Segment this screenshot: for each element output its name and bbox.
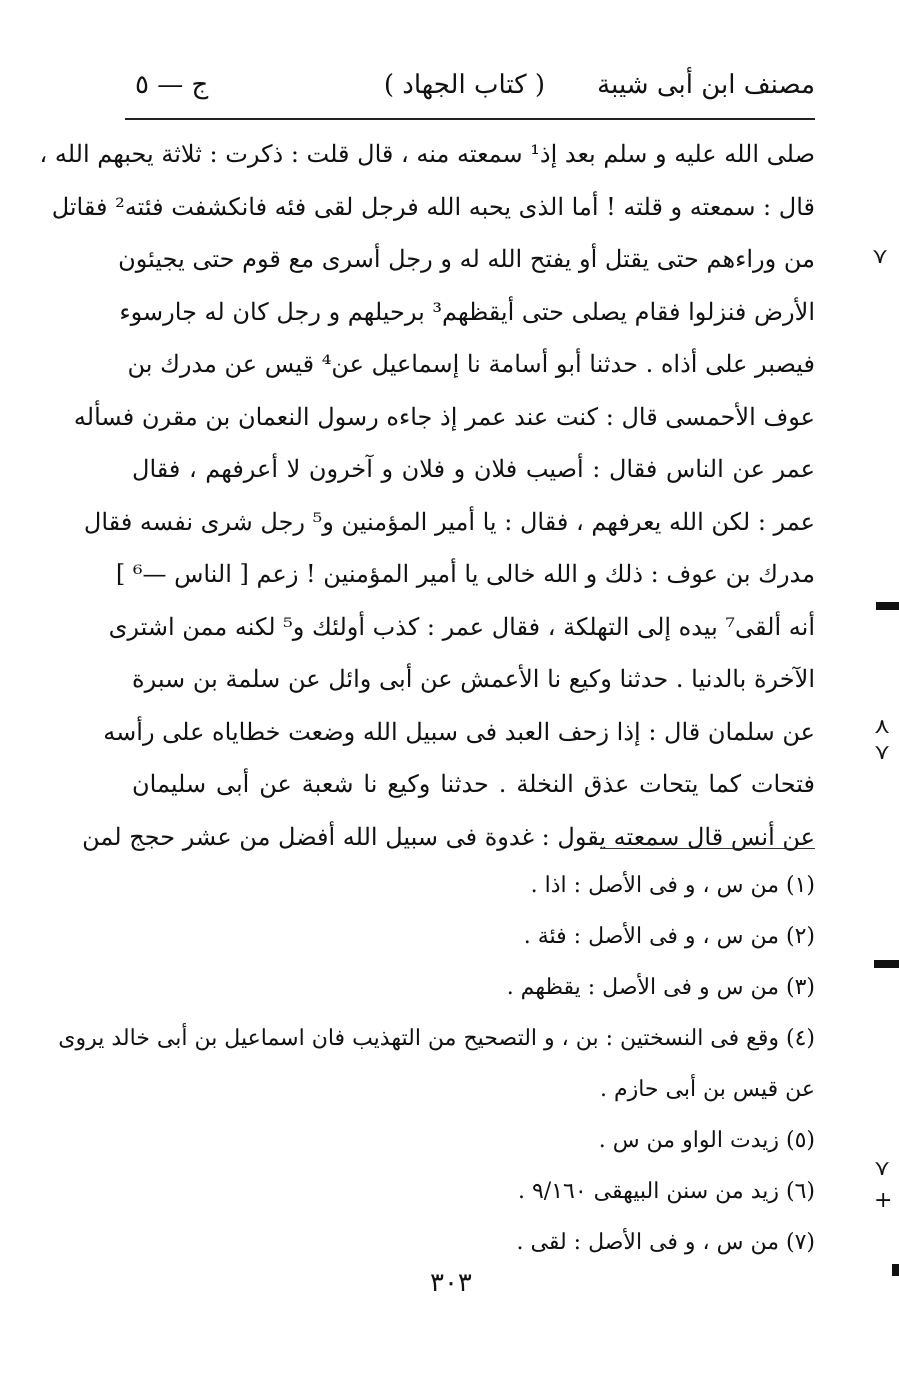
text-line: الأرض فنزلوا فقام يصلى حتى أيقظهم³ برحيلهم و رجل كان له جارسوء: [119, 297, 815, 326]
text-line: عمر : لكن الله يعرفهم ، فقال : يا أمير المؤمنين و⁵ رجل شرى نفسه فقال: [83, 507, 815, 536]
footnote: (٢) من س ، و فى الأصل : فئة .: [523, 924, 815, 949]
margin-tick-icon: ⋎: [872, 244, 889, 269]
book-title: مصنف ابن أبى شيبة: [597, 70, 815, 100]
text-line: عن سلمان قال : إذا زحف العبد فى سبيل الله وضعت خطاياه على رأسه: [103, 717, 815, 746]
page-number: ٣٠٣: [430, 1268, 472, 1298]
text-line: صلى الله عليه و سلم بعد إذ¹ سمعته منه ، قال قلت : ذكرت : ثلاثة يحبهم الله ،: [39, 140, 815, 168]
volume-number: ج — ٥: [135, 70, 209, 100]
text-line: عمر عن الناس فقال : أصيب فلان و فلان و آخرون لا أعرفهم ، فقال: [132, 455, 815, 483]
margin-tick-icon: ⋏: [874, 714, 891, 739]
main-text: [39, 128, 815, 863]
footnote: (٤) وقع فى النسختين : بن ، و التصحيح من التهذيب فان اسماعيل بن أبى خالد يروى: [58, 1026, 815, 1051]
chapter-title: ( كتاب الجهاد ): [383, 70, 545, 100]
text-line: فيصبر على أذاه . حدثنا أبو أسامة نا إسماعيل عن⁴ قيس عن مدرك بن: [127, 350, 815, 378]
footnote: (١) من س ، و فى الأصل : اذا .: [530, 873, 815, 898]
margin-bar: [876, 602, 899, 610]
text-line: عن أنس قال سمعته يقول : غدوة فى سبيل الله أفضل من عشر حجج لمن: [82, 822, 815, 851]
margin-bar: [874, 960, 899, 968]
running-header: [125, 60, 815, 110]
header-rule: [125, 118, 815, 120]
text-line: مدرك بن عوف : ذلك و الله خالى يا أمير المؤمنين ! زعم [ الناس —⁶ ]: [115, 560, 815, 588]
text-line: أنه ألقى⁷ بيده إلى التهلكة ، فقال عمر : كذب أولئك و⁵ لكنه ممن اشترى: [108, 612, 815, 641]
text-line: قال : سمعته و قلته ! أما الذى يحبه الله فرجل لقى فئه فانكشفت فئته² فقاتل: [51, 192, 815, 221]
footnote: (٣) من س و فى الأصل : يقظهم .: [506, 975, 815, 1000]
margin-bar: [892, 1264, 899, 1276]
margin-tick-icon: ⋎: [874, 740, 891, 765]
footnotes: [58, 860, 815, 1268]
footnote: (٦) زيد من سنن البيهقى ٩/١٦٠ .: [517, 1179, 815, 1204]
text-line: الآخرة بالدنيا . حدثنا وكيع نا الأعمش عن أبى وائل عن سلمة بن سبرة: [132, 665, 815, 693]
footnote: (٧) من س ، و فى الأصل : لقى .: [516, 1230, 815, 1255]
margin-tick-icon: +: [874, 1188, 893, 1213]
text-line: من وراءهم حتى يقتل أو يفتح الله له و رجل أسرى مع قوم حتى يجيئون: [118, 245, 815, 273]
footnote-continuation: عن قيس بن أبى حازم .: [599, 1077, 815, 1102]
margin-tick-icon: ⋎: [874, 1156, 891, 1181]
text-line: عوف الأحمسى قال : كنت عند عمر إذ جاءه رسول النعمان بن مقرن فسأله: [73, 402, 815, 431]
text-line: فتحات كما يتحات عذق النخلة . حدثنا وكيع نا شعبة عن أبى سليمان: [132, 770, 815, 798]
footnote-rule: [600, 848, 815, 849]
footnote: (٥) زيدت الواو من س .: [598, 1128, 815, 1153]
